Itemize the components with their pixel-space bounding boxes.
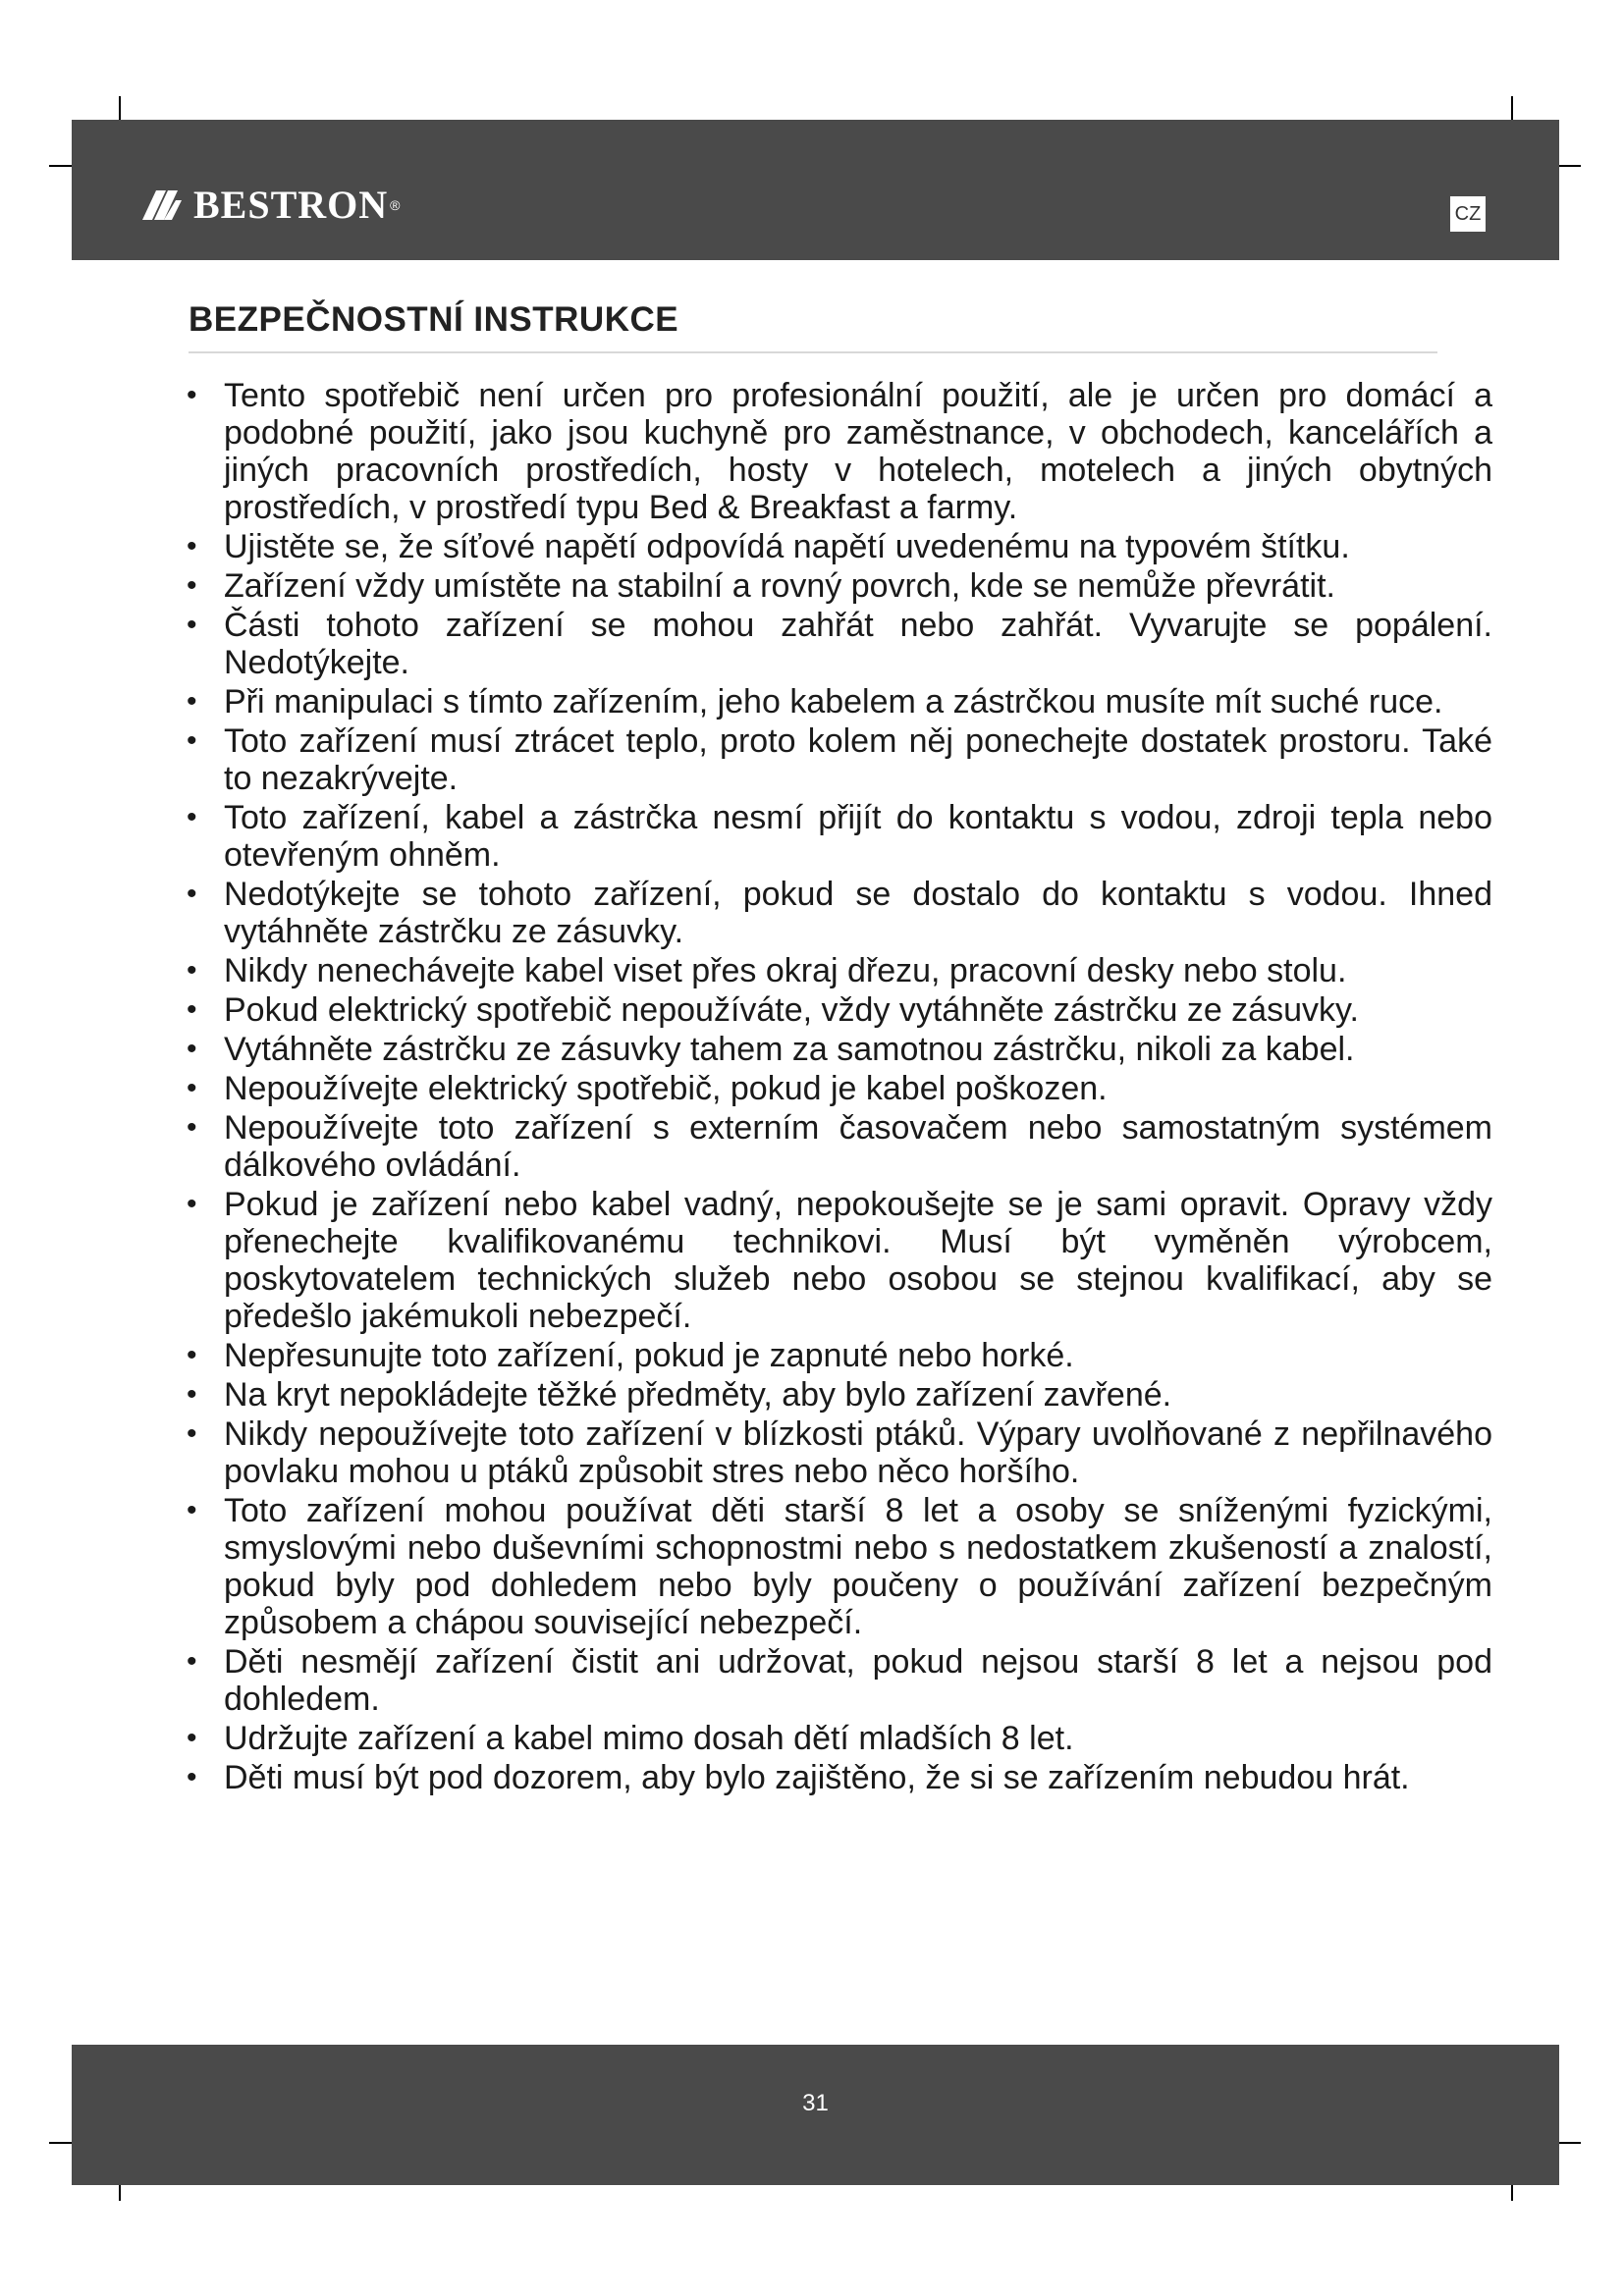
title-divider — [189, 351, 1437, 353]
instruction-item: • Toto zařízení musí ztrácet teplo, proto kolem něj ponechejte dostatek prostoru. Také to nezakrývejte. — [187, 722, 1492, 797]
instruction-item: • Pokud je zařízení nebo kabel vadný, nepokoušejte se je sami opravit. Opravy vždy přenechejte kvalifikovanému technikovi. Musí být vyměněn výrobcem, poskytovatelem technických služeb nebo osobou se stejnou kvalifikací, aby se předešlo jakémukoli nebezpečí. — [187, 1186, 1492, 1335]
instruction-item: • Nikdy nenechávejte kabel viset přes okraj dřezu, pracovní desky nebo stolu. — [187, 952, 1492, 989]
page-title: BEZPEČNOSTNÍ INSTRUKCE — [189, 300, 679, 339]
language-badge: CZ — [1450, 196, 1486, 232]
instruction-item: • Části tohoto zařízení se mohou zahřát nebo zahřát. Vyvarujte se popálení. Nedotýkejte. — [187, 607, 1492, 681]
instruction-item: • Ujistěte se, že síťové napětí odpovídá napětí uvedenému na typovém štítku. — [187, 528, 1492, 565]
footer-band — [72, 2045, 1559, 2185]
instruction-item: • Vytáhněte zástrčku ze zásuvky tahem za samotnou zástrčku, nikoli za kabel. — [187, 1031, 1492, 1068]
instruction-item: • Nepoužívejte toto zařízení s externím časovačem nebo samostatným systémem dálkového ovládání. — [187, 1109, 1492, 1184]
instruction-item: • Nedotýkejte se tohoto zařízení, pokud se dostalo do kontaktu s vodou. Ihned vytáhněte zástrčku ze zásuvky. — [187, 876, 1492, 950]
safety-instruction-list — [187, 377, 1492, 1798]
instruction-item: • Při manipulaci s tímto zařízením, jeho kabelem a zástrčkou musíte mít suché ruce. — [187, 683, 1492, 721]
instruction-item: • Nikdy nepoužívejte toto zařízení v blízkosti ptáků. Výpary uvolňované z nepřilnavého povlaku mohou u ptáků způsobit stres nebo něco horšího. — [187, 1415, 1492, 1490]
instruction-item: • Toto zařízení mohou používat děti starší 8 let a osoby se sníženými fyzickými, smyslovými nebo duševními schopnostmi nebo s nedostatkem zkušeností a znalostí, pokud byly pod dohledem nebo byly poučeny o používání zařízení bezpečným způsobem a chápou související nebezpečí. — [187, 1492, 1492, 1641]
brand-name: BESTRON — [193, 183, 389, 227]
chevron-logo-icon — [140, 188, 184, 222]
instruction-item: • Zařízení vždy umístěte na stabilní a rovný povrch, kde se nemůže převrátit. — [187, 567, 1492, 605]
instruction-item: • Děti nesmějí zařízení čistit ani udržovat, pokud nejsou starší 8 let a nejsou pod dohledem. — [187, 1643, 1492, 1718]
instruction-item: • Pokud elektrický spotřebič nepoužíváte, vždy vytáhněte zástrčku ze zásuvky. — [187, 991, 1492, 1029]
instruction-item: • Nepřesunujte toto zařízení, pokud je zapnuté nebo horké. — [187, 1337, 1492, 1374]
instruction-item: • Tento spotřebič není určen pro profesionální použití, ale je určen pro domácí a podobné použití, jako jsou kuchyně pro zaměstnance, v obchodech, kancelářích a jiných pracovních prostředích, hosty v hotelech, motelech a jiných obytných prostředích, v prostředí typu Bed & Breakfast a farmy. — [187, 377, 1492, 526]
instruction-item: • Udržujte zařízení a kabel mimo dosah dětí mladších 8 let. — [187, 1720, 1492, 1757]
brand-logo — [140, 183, 401, 227]
page-number: 31 — [802, 2090, 829, 2116]
registered-mark: ® — [390, 197, 401, 213]
instruction-item: • Nepoužívejte elektrický spotřebič, pokud je kabel poškozen. — [187, 1070, 1492, 1107]
instruction-item: • Děti musí být pod dozorem, aby bylo zajištěno, že si se zařízením nebudou hrát. — [187, 1759, 1492, 1796]
instruction-item: • Na kryt nepokládejte těžké předměty, aby bylo zařízení zavřené. — [187, 1376, 1492, 1414]
header-band — [72, 120, 1559, 260]
instruction-item: • Toto zařízení, kabel a zástrčka nesmí přijít do kontaktu s vodou, zdroji tepla nebo otevřeným ohněm. — [187, 799, 1492, 874]
